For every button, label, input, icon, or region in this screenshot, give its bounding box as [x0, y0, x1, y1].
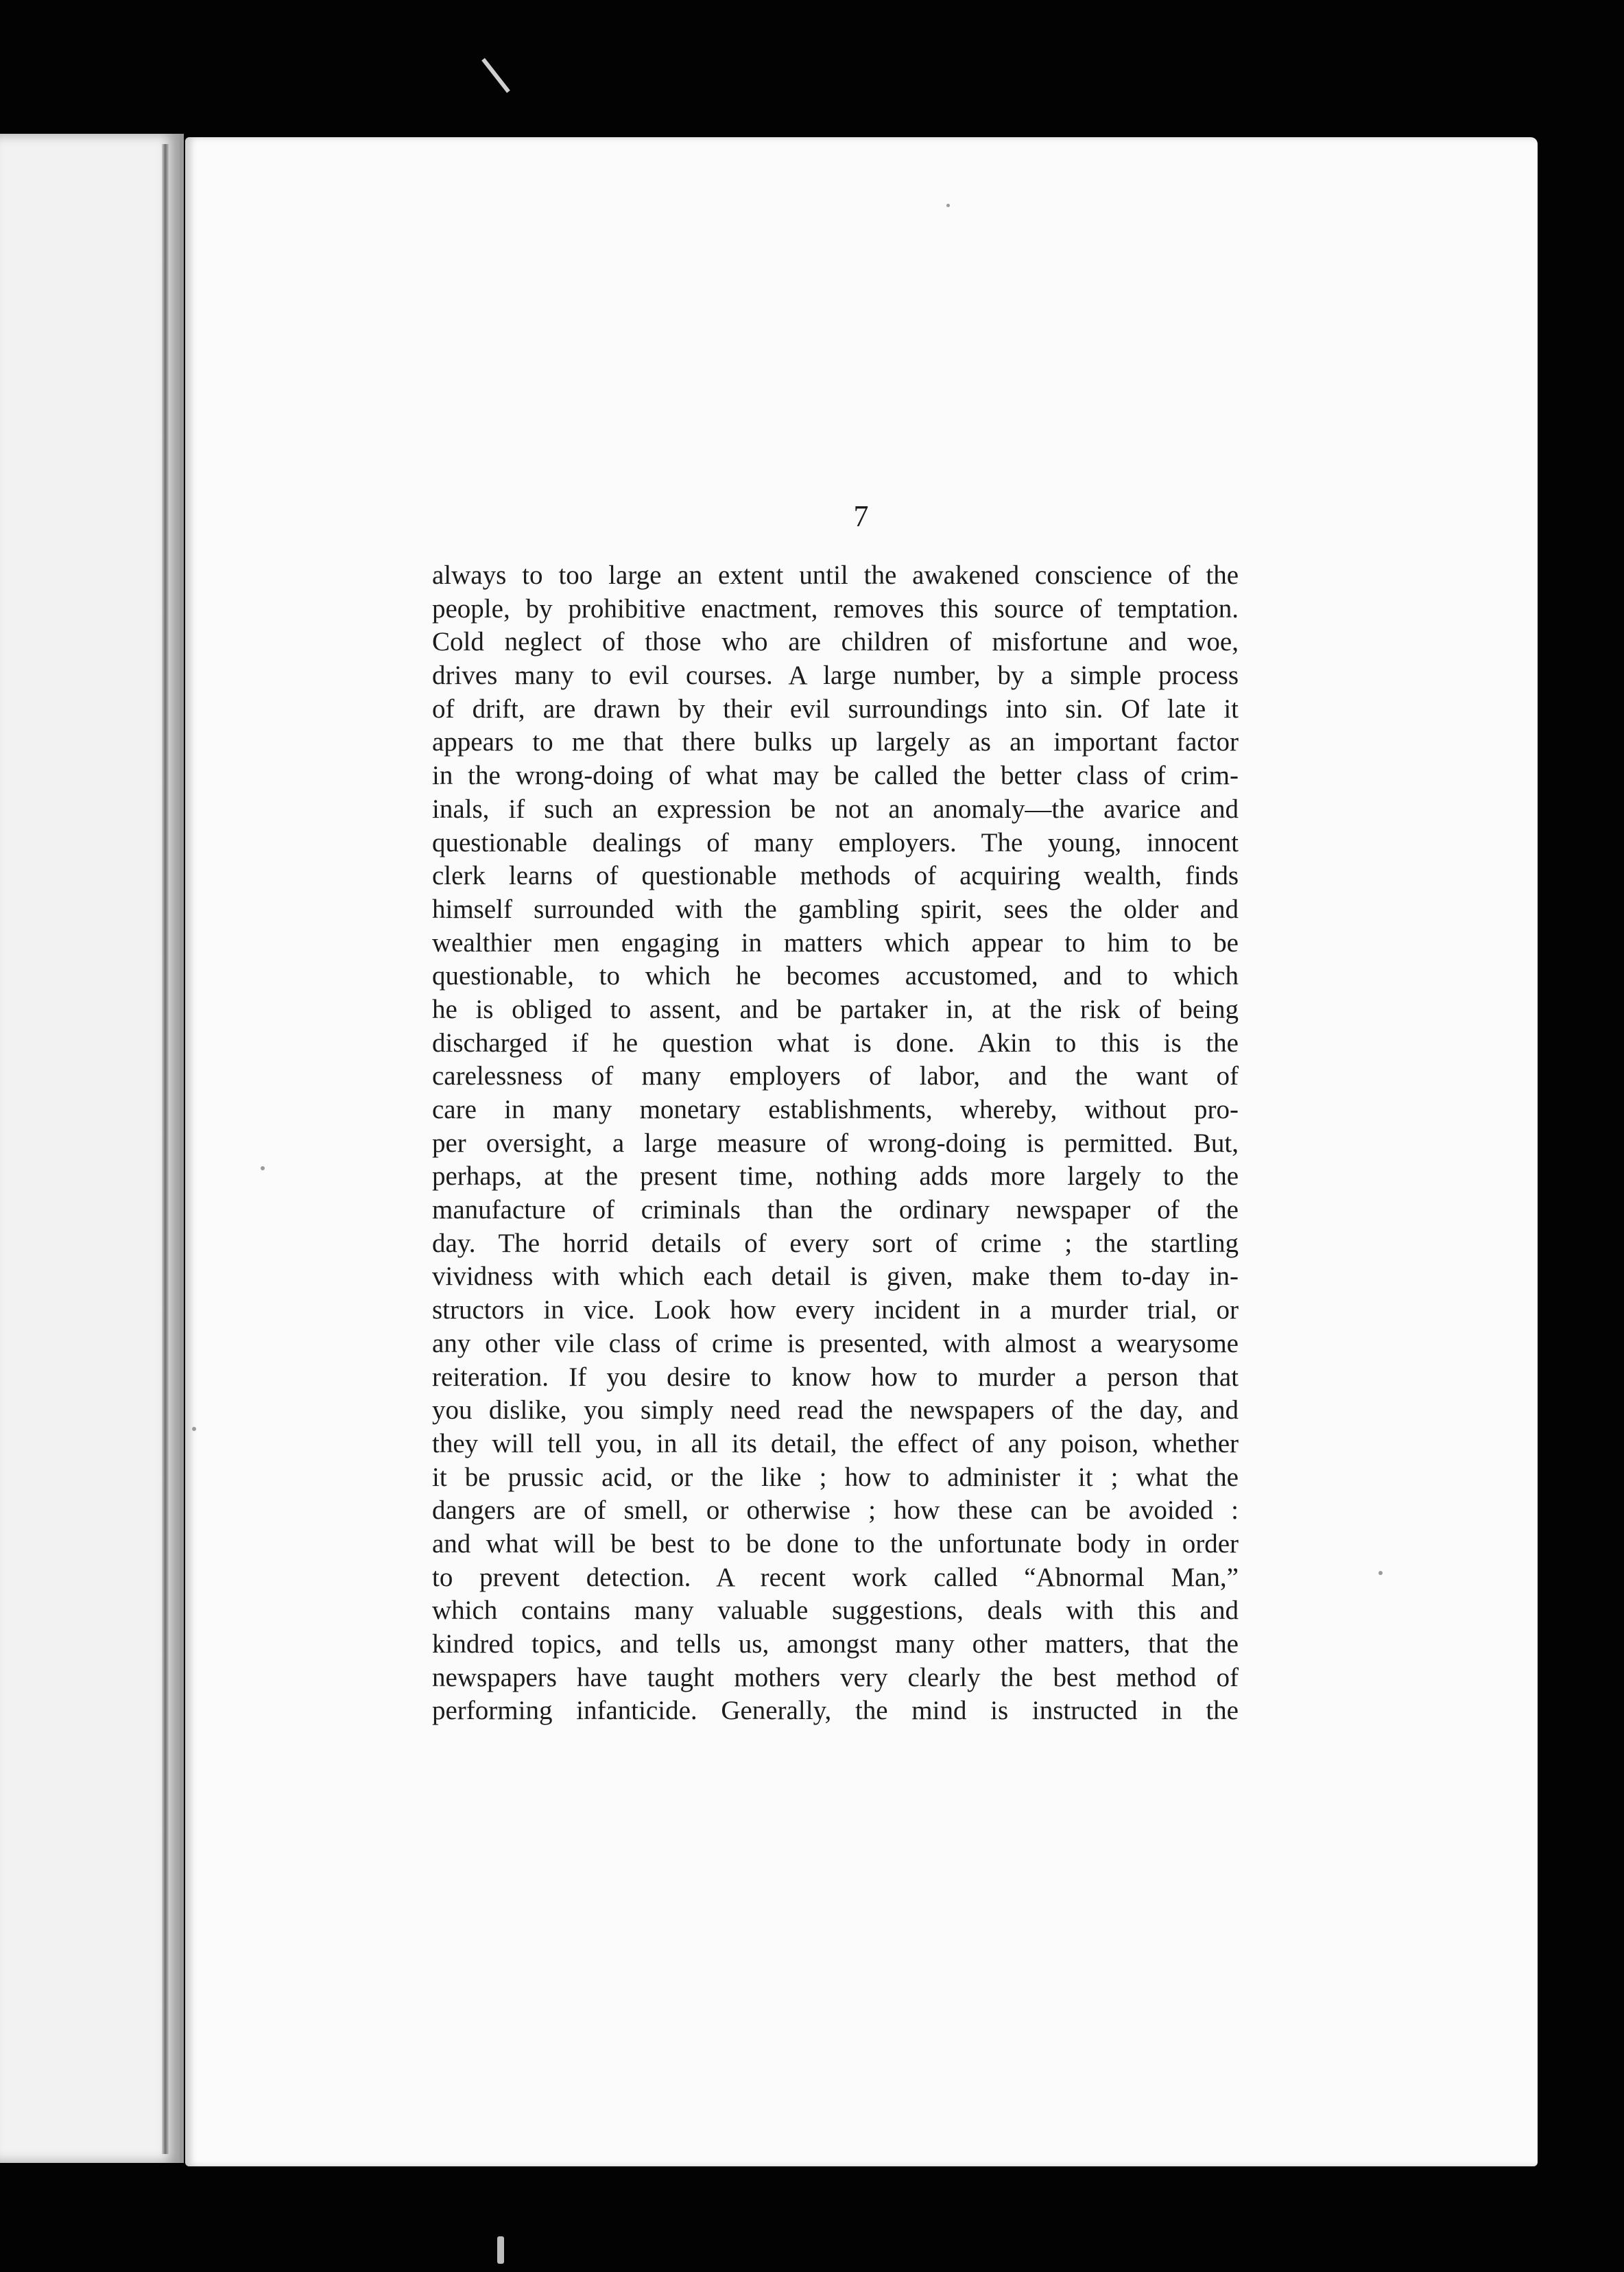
text-line: vividness with which each detail is given, make them to-day in-	[432, 1262, 1239, 1292]
text-line: you dislike, you simply need read the newspapers of the day, and	[432, 1395, 1239, 1425]
text-line: appears to me that there bulks up largely as an important factor	[432, 727, 1239, 757]
scan-mark	[497, 2236, 504, 2264]
text-line: it be prussic acid, or the like ; how to administer it ; what the	[432, 1462, 1239, 1492]
text-line: reiteration. If you desire to know how to murder a person that	[432, 1362, 1239, 1392]
text-line: any other vile class of crime is presented, with almost a wearysome	[432, 1328, 1239, 1358]
text-line: dangers are of smell, or otherwise ; how these can be avoided :	[432, 1495, 1239, 1526]
text-line: carelessness of many employers of labor, and the want of	[432, 1061, 1239, 1091]
scan-speck	[192, 1427, 196, 1431]
text-line: kindred topics, and tells us, amongst many other matters, that the	[432, 1629, 1239, 1659]
text-line: questionable, to which he becomes accustomed, and to which	[432, 961, 1239, 991]
text-line: of drift, are drawn by their evil surroundings into sin. Of late it	[432, 694, 1239, 724]
scan-mark	[481, 58, 510, 93]
text-line: per oversight, a large measure of wrong-doing is permitted. But,	[432, 1128, 1239, 1158]
text-line: always to too large an extent until the awakened conscience of the	[432, 560, 1239, 590]
text-line: people, by prohibitive enactment, removes this source of temptation.	[432, 593, 1239, 624]
text-line: Cold neglect of those who are children of misfortune and woe,	[432, 627, 1239, 657]
text-line: structors in vice. Look how every incident in a murder trial, or	[432, 1295, 1239, 1325]
text-line: performing infanticide. Generally, the mind is instructed in the	[432, 1696, 1239, 1726]
text-line: newspapers have taught mothers very clearly the best method of	[432, 1662, 1239, 1692]
page-number: 7	[853, 499, 870, 533]
document-page	[185, 137, 1538, 2166]
text-line: manufacture of criminals than the ordinary newspaper of the	[432, 1195, 1239, 1225]
text-line: he is obliged to assent, and be partaker in, at the risk of being	[432, 994, 1239, 1024]
text-line: in the wrong-doing of what may be called the better class of crim-	[432, 761, 1239, 791]
text-line: drives many to evil courses. A large number, by a simple process	[432, 661, 1239, 691]
body-paragraph	[432, 559, 1239, 1728]
scan-speck	[261, 1166, 265, 1170]
text-line: to prevent detection. A recent work called “Abnormal Man,”	[432, 1562, 1239, 1592]
text-line: wealthier men engaging in matters which appear to him to be	[432, 927, 1239, 958]
scan-speck	[946, 204, 950, 207]
page-gutter	[162, 144, 169, 2154]
text-line: himself surrounded with the gambling spirit, sees the older and	[432, 894, 1239, 924]
scan-speck	[1378, 1571, 1383, 1575]
text-line: which contains many valuable suggestions, deals with this and	[432, 1596, 1239, 1626]
text-line: clerk learns of questionable methods of acquiring wealth, finds	[432, 861, 1239, 891]
text-line: questionable dealings of many employers. The young, innocent	[432, 827, 1239, 857]
text-line: discharged if he question what is done. Akin to this is the	[432, 1028, 1239, 1058]
previous-page-edge	[0, 134, 184, 2163]
text-line: perhaps, at the present time, nothing adds more largely to the	[432, 1161, 1239, 1192]
text-line: day. The horrid details of every sort of crime ; the startling	[432, 1228, 1239, 1258]
text-line: care in many monetary establishments, whereby, without pro-	[432, 1095, 1239, 1124]
text-line: and what will be best to be done to the unfortunate body in order	[432, 1528, 1239, 1559]
text-line: inals, if such an expression be not an anomaly—the avarice and	[432, 794, 1239, 824]
text-line: they will tell you, in all its detail, the effect of any poison, whether	[432, 1428, 1239, 1458]
